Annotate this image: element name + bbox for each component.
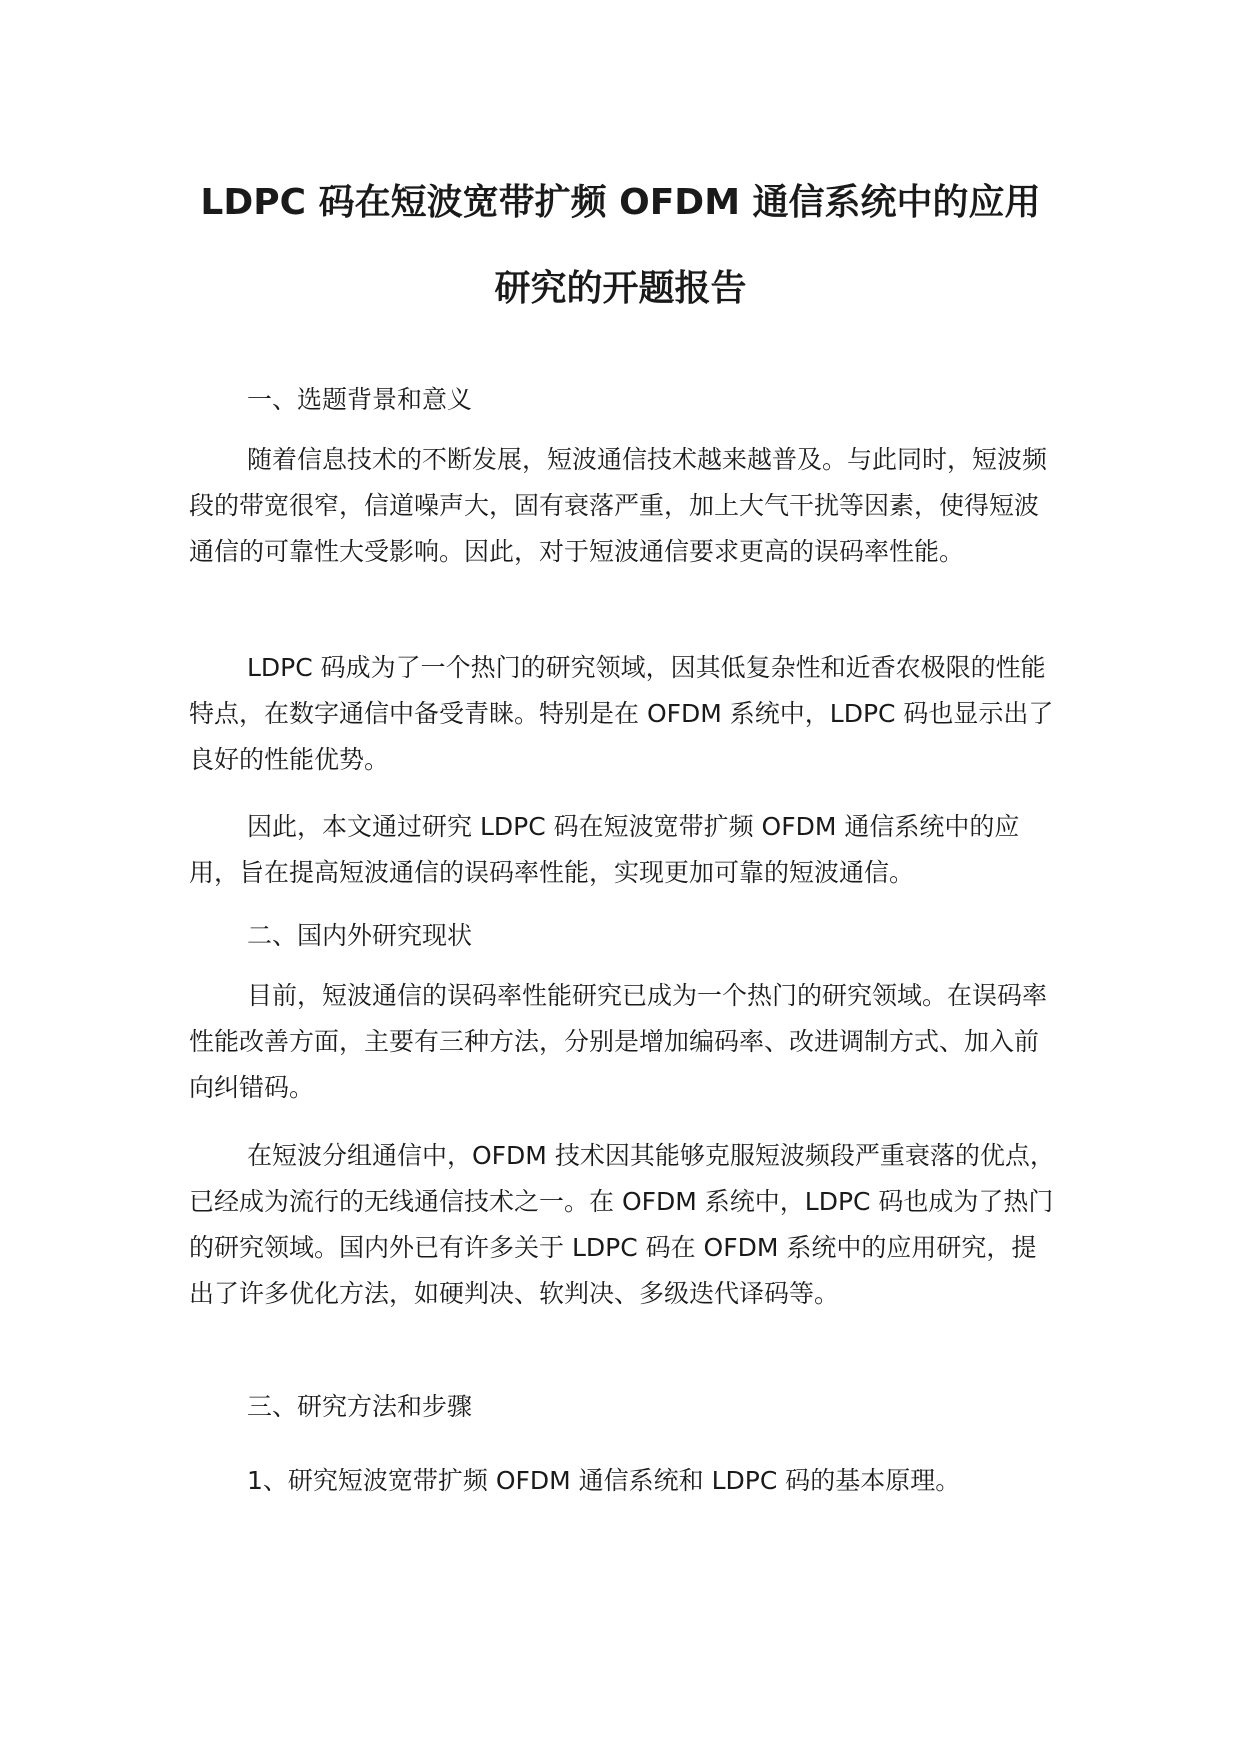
paragraph-ofdm-research: 在短波分组通信中，OFDM 技术因其能够克服短波频段严重衰落的优点，已经成为流行的无线通信技术之一。在 OFDM 系统中，LDPC 码也成为了热门的研究领域。国内外已有许多关于 LDPC 码在 OFDM 系统中的应用研究，提出了许多优化方法，如硬判决、软判决、多级迭代译码等。 bbox=[189, 1141, 1055, 1308]
document-title-line-2: 研究的开题报告 bbox=[494, 268, 747, 309]
method-step-1: 1、研究短波宽带扩频 OFDM 通信系统和 LDPC 码的基本原理。 bbox=[247, 1466, 961, 1495]
section-heading-methods: 三、研究方法和步骤 bbox=[247, 1392, 473, 1421]
paragraph-background: 随着信息技术的不断发展，短波通信技术越来越普及。与此同时，短波频段的带宽很窄，信道噪声大，固有衰落严重，加上大气干扰等因素，使得短波通信的可靠性大受影响。因此，对于短波通信要求更高的误码率性能。 bbox=[189, 445, 1048, 566]
paragraph-purpose: 因此，本文通过研究 LDPC 码在短波宽带扩频 OFDM 通信系统中的应用，旨在提高短波通信的误码率性能，实现更加可靠的短波通信。 bbox=[189, 812, 1020, 887]
paragraph-ldpc-intro: LDPC 码成为了一个热门的研究领域，因其低复杂性和近香农极限的性能特点，在数字通信中备受青睐。特别是在 OFDM 系统中，LDPC 码也显示出了良好的性能优势。 bbox=[189, 653, 1054, 774]
document-title-line-1: LDPC 码在短波宽带扩频 OFDM 通信系统中的应用 bbox=[200, 182, 1041, 223]
section-heading-background: 一、选题背景和意义 bbox=[247, 385, 473, 414]
section-heading-research-status: 二、国内外研究现状 bbox=[247, 921, 473, 950]
paragraph-research-status: 目前，短波通信的误码率性能研究已成为一个热门的研究领域。在误码率性能改善方面，主要有三种方法，分别是增加编码率、改进调制方式、加入前向纠错码。 bbox=[189, 981, 1048, 1102]
